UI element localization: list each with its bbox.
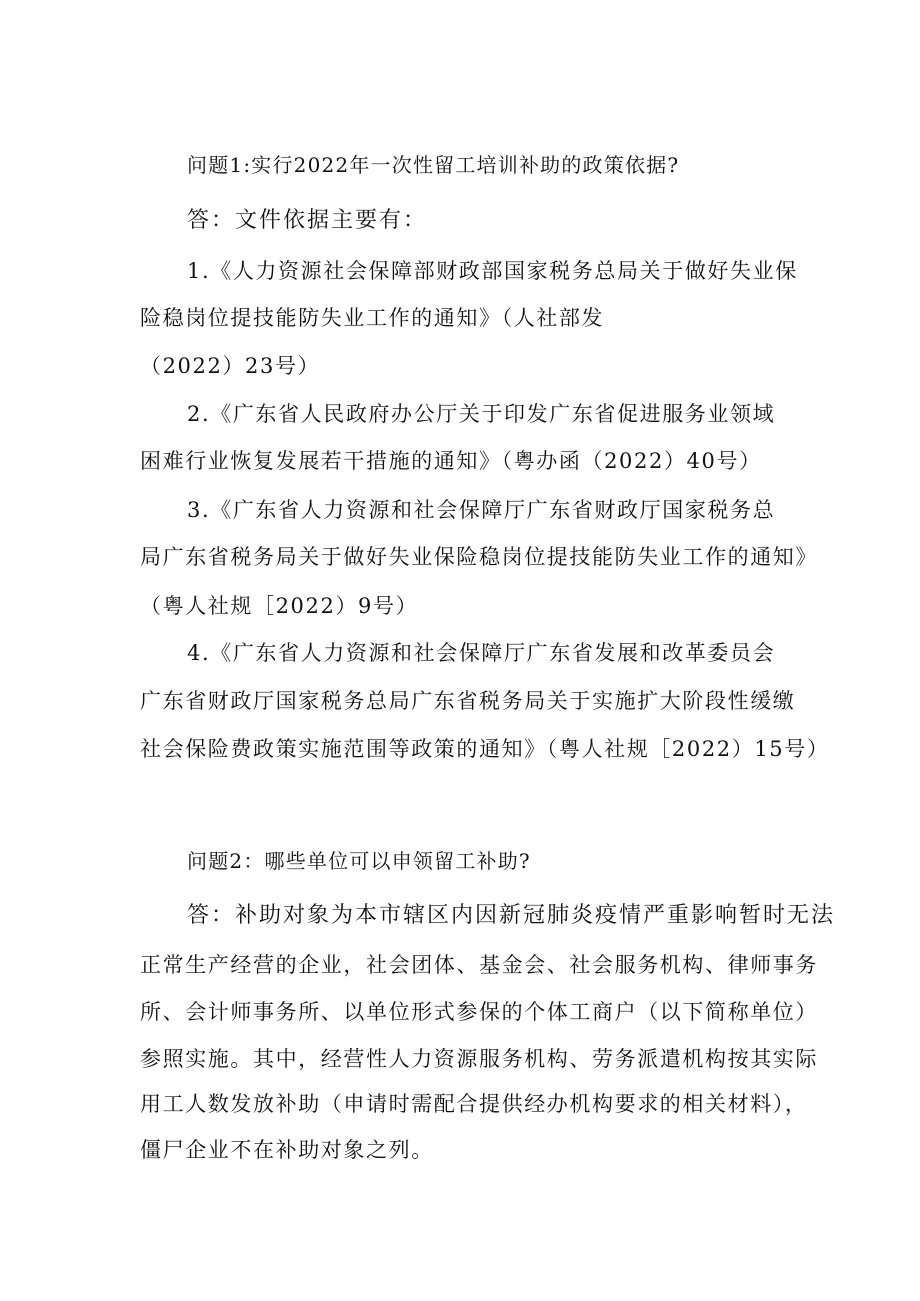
question-2-title: 问题2：哪些单位可以申领留工补助?: [187, 849, 531, 873]
q2-answer-line-4: 参照实施。其中，经营性人力资源服务机构、劳务派遣机构按其实际: [140, 1047, 818, 1071]
q1-item-2-line-2: 困难行业恢复发展若干措施的通知》（粤办函（2022）40号）: [140, 449, 762, 473]
q1-item-3-line-2: 局广东省税务局关于做好失业保险稳岗位提技能防失业工作的通知》: [140, 545, 818, 569]
q1-item-3-line-1: 3.《广东省人力资源和社会保障厅广东省财政厅国家税务总: [187, 498, 776, 522]
q2-answer-line-5: 用工人数发放补助（申请时需配合提供经办机构要求的相关材料），: [140, 1092, 808, 1116]
question-1-answer-intro: 答：文件依据主要有：: [187, 208, 428, 233]
q1-item-4-line-3: 社会保险费政策实施范围等政策的通知》（粤人社规［2022）15号）: [140, 737, 830, 761]
q1-item-4-line-2: 广东省财政厅国家税务总局广东省税务局关于实施扩大阶段性缓缴: [140, 689, 796, 713]
q1-item-3-line-3: （粤人社规［2022）9号）: [140, 594, 419, 618]
q2-answer-line-2: 正常生产经营的企业，社会团体、基金会、社会服务机构、律师事务: [140, 953, 818, 977]
q1-item-1-line-3: （2022）23号）: [140, 354, 321, 378]
q1-item-4-line-1: 4.《广东省人力资源和社会保障厅广东省发展和改革委员会: [187, 641, 776, 665]
q1-item-2-line-1: 2.《广东省人民政府办公厅关于印发广东省促进服务业领域: [187, 402, 776, 426]
q2-answer-line-1: 答：补助对象为本市辖区内因新冠肺炎疫情严重影响暂时无法: [187, 903, 836, 928]
q1-item-1-line-1: 1.《人力资源社会保障部财政部国家税务总局关于做好失业保: [187, 259, 798, 283]
question-1-title: 问题1:实行2022年一次性留工培训补助的政策依据?: [187, 153, 680, 177]
q2-answer-line-3: 所、会计师事务所、以单位形式参保的个体工商户（以下简称单位）: [140, 1000, 818, 1024]
q1-item-1-line-2: 险稳岗位提技能防失业工作的通知》（人社部发: [140, 306, 605, 330]
q2-answer-line-6: 僵尸企业不在补助对象之列。: [140, 1138, 434, 1162]
